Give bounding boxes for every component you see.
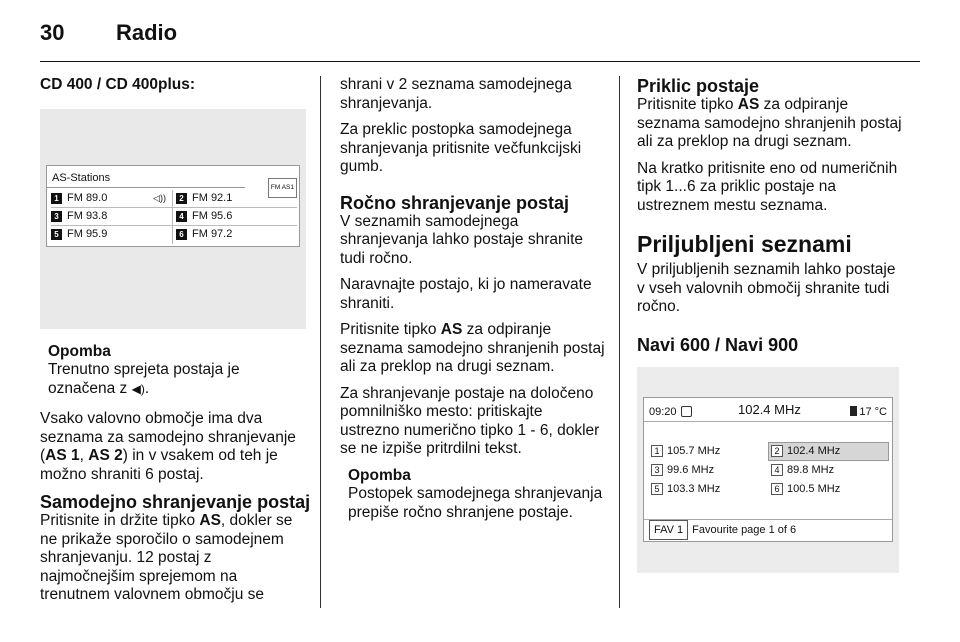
preset-label: 102.4 MHz — [787, 444, 841, 457]
table-row — [649, 442, 889, 461]
column-divider — [619, 76, 620, 608]
station-cell — [51, 208, 172, 225]
preset-cell-selected — [768, 442, 889, 461]
station-cell — [51, 226, 172, 244]
table-row — [51, 208, 297, 226]
note-block — [40, 343, 306, 399]
table-row — [51, 226, 297, 244]
preset-cell — [649, 480, 769, 499]
preset-label: 100.5 MHz — [787, 482, 841, 495]
as-band-tag: FM AS1 — [268, 178, 297, 199]
note-text: označena z ◀). — [48, 379, 150, 397]
model-heading-navi: Navi 600 / Navi 900 — [637, 334, 799, 355]
page-number: 30 — [40, 20, 65, 45]
divider — [47, 187, 245, 188]
table-row — [649, 480, 889, 499]
preset-number: 5 — [651, 483, 663, 495]
column-divider — [320, 76, 321, 608]
preset-number: 2 — [771, 445, 783, 457]
current-frequency: 102.4 MHz — [738, 401, 801, 417]
preset-number: 3 — [51, 211, 62, 222]
preset-number: 1 — [51, 193, 62, 204]
paragraph: Vsako valovno območje ima dva seznama za samodejno shranjevanje (AS 1, AS 2) in v vsakem od teh je možno shraniti 6 postaj. — [40, 410, 296, 483]
preset-label: 99.6 MHz — [667, 463, 715, 476]
preset-number: 6 — [771, 483, 783, 495]
as-stations-title: AS-Stations — [52, 171, 111, 184]
note-text: Postopek samodejnega shranjevanja prepiše ročno shranjene postaje. — [348, 485, 603, 521]
paragraph: Pritisnite tipko AS za odpiranje seznama samodejno shranjenih postaj ali za preklop na drugi seznam. — [340, 321, 605, 375]
paragraph: V priljubljenih seznamih lahko postaje v vseh valovnih območij shranite tudi ročno. — [637, 261, 896, 315]
station-cell — [51, 190, 172, 207]
heading-auto-store: Samodejno shranjevanje postaj — [40, 492, 311, 512]
paragraph: Pritisnite tipko AS za odpiranje seznama samodejno shranjenih postaj ali za preklop na drugi seznam. — [637, 96, 902, 150]
preset-cell — [769, 480, 889, 499]
note-text: Trenutno sprejeta postaja je — [48, 361, 240, 378]
note-block — [340, 467, 606, 523]
navi-status-bar — [644, 398, 892, 422]
paragraph: Pritisnite in držite tipko AS, dokler se ne prikaže sporočilo o samodejnem shranjevanju. 12 postaj z najmočnejšim sprejemom na trenutnem valovnem območju se — [40, 512, 293, 603]
column-right — [637, 76, 907, 573]
preset-label: 105.7 MHz — [667, 444, 721, 457]
paragraph: Za preklic postopka samodejnega shranjevanja pritisnite večfunkcijski gumb. — [340, 121, 582, 175]
fav-button: FAV 1 — [649, 520, 688, 541]
station-label: FM 97.2 — [192, 228, 233, 241]
station-label: FM 92.1 — [192, 191, 233, 204]
column-middle — [340, 76, 606, 522]
preset-grid — [649, 442, 889, 499]
preset-number: 6 — [176, 229, 187, 240]
page-header — [40, 14, 920, 62]
paragraph: shrani v 2 seznama samodejnega shranjevanja. — [340, 76, 572, 112]
temperature: 17 °C — [850, 403, 887, 422]
model-heading-cd400: CD 400 / CD 400plus: — [40, 76, 196, 93]
cd400-screen-image — [40, 109, 306, 329]
note-heading: Opomba — [348, 466, 411, 484]
navi-display-panel — [643, 397, 893, 542]
preset-label: 103.3 MHz — [667, 482, 721, 495]
heading-recall: Priklic postaje — [637, 76, 760, 96]
clock: 09:20 — [649, 403, 692, 422]
preset-cell — [649, 461, 769, 480]
preset-label: 89.8 MHz — [787, 463, 835, 476]
note-heading: Opomba — [48, 342, 111, 360]
preset-number: 4 — [771, 464, 783, 476]
column-left — [40, 76, 311, 613]
phone-icon — [850, 406, 857, 416]
station-cell — [172, 226, 297, 244]
page-section-title: Radio — [116, 20, 178, 45]
heading-favourites: Priljubljeni seznami — [637, 231, 852, 257]
paragraph: Naravnajte postajo, ki jo nameravate shraniti. — [340, 276, 592, 312]
station-label: FM 95.6 — [192, 209, 233, 222]
preset-cell — [769, 461, 889, 480]
as-stations-panel — [46, 165, 300, 247]
station-label: FM 95.9 — [67, 228, 108, 241]
heading-manual-store: Ročno shranjevanje postaj — [340, 192, 570, 213]
station-cell — [172, 190, 297, 207]
preset-number: 5 — [51, 229, 62, 240]
table-row — [649, 461, 889, 480]
paragraph: Na kratko pritisnite eno od numeričnih tipk 1...6 za priklic postaje na ustreznem mestu seznama. — [637, 159, 898, 214]
navi-screen-image — [637, 367, 899, 573]
preset-number: 3 — [651, 464, 663, 476]
preset-cell — [649, 442, 768, 461]
paragraph: V seznamih samodejnega shranjevanja lahko postaje shranite tudi ročno. — [340, 212, 583, 267]
as-stations-grid — [51, 190, 297, 244]
preset-number: 2 — [176, 193, 187, 204]
preset-number: 1 — [651, 445, 663, 457]
speaker-icon: ◀) — [131, 381, 145, 396]
station-label: FM 93.8 — [67, 209, 108, 222]
table-row — [51, 190, 297, 208]
paragraph: Za shranjevanje postaje na določeno pomnilniško mesto: pritiskajte ustrezno numerično tipko 1 - 6, dokler se ne izpiše pritrdilni tekst. — [340, 384, 600, 457]
favourite-bar — [644, 519, 892, 541]
speaker-icon: ◁)) — [153, 192, 166, 203]
fav-page-label: Favourite page 1 of 6 — [692, 523, 797, 536]
station-cell — [172, 208, 297, 225]
station-label: FM 89.0 — [67, 191, 108, 204]
refresh-icon — [681, 406, 692, 417]
preset-number: 4 — [176, 211, 187, 222]
